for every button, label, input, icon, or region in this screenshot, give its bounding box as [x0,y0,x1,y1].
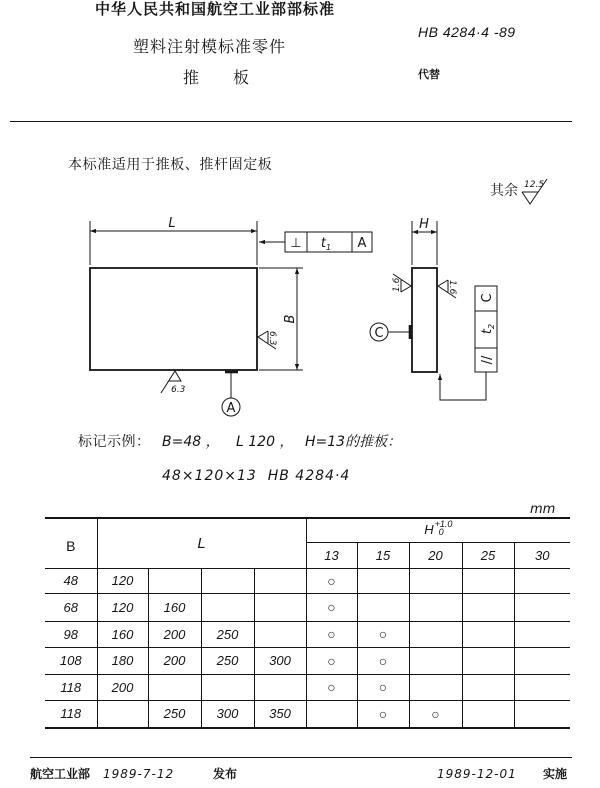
perpendicularity-tolerance-frame [259,232,372,252]
front-view [90,216,372,416]
roughness-left-symbol [392,274,411,292]
part-title: 推板 [183,68,284,87]
cell-l: 350 [254,700,306,728]
cell-l: 120 [97,568,148,593]
cell-l: 200 [97,674,148,700]
h-tolerance [435,520,453,536]
cell-l [201,674,254,700]
dimension-h [412,217,437,265]
cell-h-15: ○ [357,700,409,728]
h-lower-deviation: 0 [438,527,444,537]
footer-issue-date: 1989-7-12 [103,767,175,781]
cell-h-25 [462,621,514,647]
cell-h-15 [357,568,409,593]
cell-h-30 [514,593,570,621]
org-title: 中华人民共和国航空工业部部标准 [95,0,336,18]
cell-h-30 [514,674,570,700]
marking-example-b: B=48 ， [162,434,220,450]
dim-h-label: H [419,217,429,232]
col-header-h-13: 13 [306,542,357,568]
roughness-side-symbol [258,331,277,349]
cell-l: 300 [201,700,254,728]
cell-h-13: ○ [306,674,357,700]
plate-side-outline [412,268,437,372]
footer-effective-date: 1989-12-01 [437,767,517,781]
tolerance-value-t1 [321,236,331,252]
footer-issue-label: 发布 [213,767,238,781]
table-row [45,593,570,621]
tolerance-subscript: 2 [487,323,496,329]
col-header-h-20: 20 [409,542,462,568]
roughness-rest-symbol [522,179,547,204]
dim-l-label: L [168,216,176,231]
marking-example-label: 标记示例： [78,434,151,450]
col-header-h [306,518,570,542]
standard-number: HB 4284·4 -89 [418,24,516,40]
side-view [370,217,497,400]
cell-h-13: ○ [306,647,357,674]
col-header-b: B [45,518,97,568]
cell-b: 98 [45,621,97,647]
cell-l [148,568,201,593]
cell-h-13: ○ [306,621,357,647]
cell-l: 250 [201,647,254,674]
footer-issuer: 航空工业部 [30,767,91,781]
cell-h-20 [409,674,462,700]
tolerance-subscript: 1 [326,243,332,252]
cell-h-15: ○ [357,674,409,700]
roughness-rest-value: 12.5 [524,180,545,190]
col-header-l: L [97,518,306,568]
roughness-side-value: 6.3 [267,331,277,346]
replaces-label: 代替 [418,68,440,81]
dimension-l [90,216,257,265]
roughness-bottom-symbol [161,371,186,395]
table-row [45,568,570,593]
roughness-bottom-value: 6.3 [171,385,186,395]
table-row [45,647,570,674]
cell-h-30 [514,568,570,593]
cell-l: 250 [148,700,201,728]
tolerance-letter: t [320,236,327,251]
cell-l: 300 [254,647,306,674]
cell-l [97,700,148,728]
cell-l: 200 [148,621,201,647]
parallelism-symbol: // [480,355,495,365]
dim-b-label: B [283,314,298,324]
roughness-right-symbol [438,280,457,298]
cell-h-13: ○ [306,593,357,621]
cell-l: 160 [97,621,148,647]
cell-h-25 [462,674,514,700]
table-row [45,621,570,647]
plate-front-outline [90,268,257,370]
cell-b: 48 [45,568,97,593]
col-header-h-25: 25 [462,542,514,568]
cell-b: 108 [45,647,97,674]
col-header-h-15: 15 [357,542,409,568]
cell-l [254,621,306,647]
dimension-b [259,268,303,370]
cell-h-30 [514,621,570,647]
tolerance-letter: t [480,328,495,335]
cell-b: 118 [45,674,97,700]
cell-h-15: ○ [357,647,409,674]
cell-h-20 [409,568,462,593]
cell-l: 250 [201,621,254,647]
cell-l [254,593,306,621]
scope-text: 本标准适用于推板、推杆固定板 [68,157,273,173]
parallelism-tolerance-frame [440,286,497,400]
cell-l [254,568,306,593]
table-unit: mm [530,502,556,517]
cell-l [148,674,201,700]
table-header-row [45,518,570,542]
table-row [45,700,570,728]
datum-a-symbol [222,372,240,416]
roughness-left-value: 1.6 [392,277,402,292]
cell-l [254,674,306,700]
cell-h-20 [409,647,462,674]
cell-h-20 [409,593,462,621]
footer-effective-label: 实施 [543,767,568,781]
tolerance-value-t2 [480,324,496,334]
marking-example-h: H=13的推板： [305,434,402,450]
tolerance-datum-ref: A [357,236,367,251]
table-row [45,674,570,700]
cell-l: 200 [148,647,201,674]
dimension-table [45,517,570,729]
cell-l [201,568,254,593]
cell-h-13 [306,700,357,728]
datum-c-symbol [370,323,410,341]
cell-h-25 [462,568,514,593]
cell-h-20 [409,621,462,647]
cell-h-15: ○ [357,621,409,647]
cell-b: 118 [45,700,97,728]
cell-h-25 [462,700,514,728]
leader-line [440,372,486,400]
cell-h-15 [357,593,409,621]
cell-h-13: ○ [306,568,357,593]
cell-h-25 [462,647,514,674]
datum-a-label: A [226,401,236,416]
h-symbol: H [424,522,434,537]
h-upper-deviation: +1.0 [434,519,453,529]
marking-example-l: L 120 ， [236,434,294,450]
marking-example-code: 48×120×13 HB 4284·4 [162,468,351,484]
cell-h-25 [462,593,514,621]
perpendicularity-symbol: ⊥ [290,236,302,251]
cell-h-30 [514,700,570,728]
cell-h-30 [514,647,570,674]
datum-c-label: C [374,326,384,341]
cell-b: 68 [45,593,97,621]
footer-divider [30,757,572,758]
roughness-rest-label: 其余 [490,183,518,199]
cell-l: 120 [97,593,148,621]
roughness-right-value: 1.6 [447,280,457,295]
col-header-h-30: 30 [514,542,570,568]
tolerance-datum-ref: C [480,293,495,303]
cell-l: 180 [97,647,148,674]
series-title: 塑料注射模标准零件 [133,37,287,56]
cell-l [201,593,254,621]
cell-l: 160 [148,593,201,621]
cell-h-20: ○ [409,700,462,728]
